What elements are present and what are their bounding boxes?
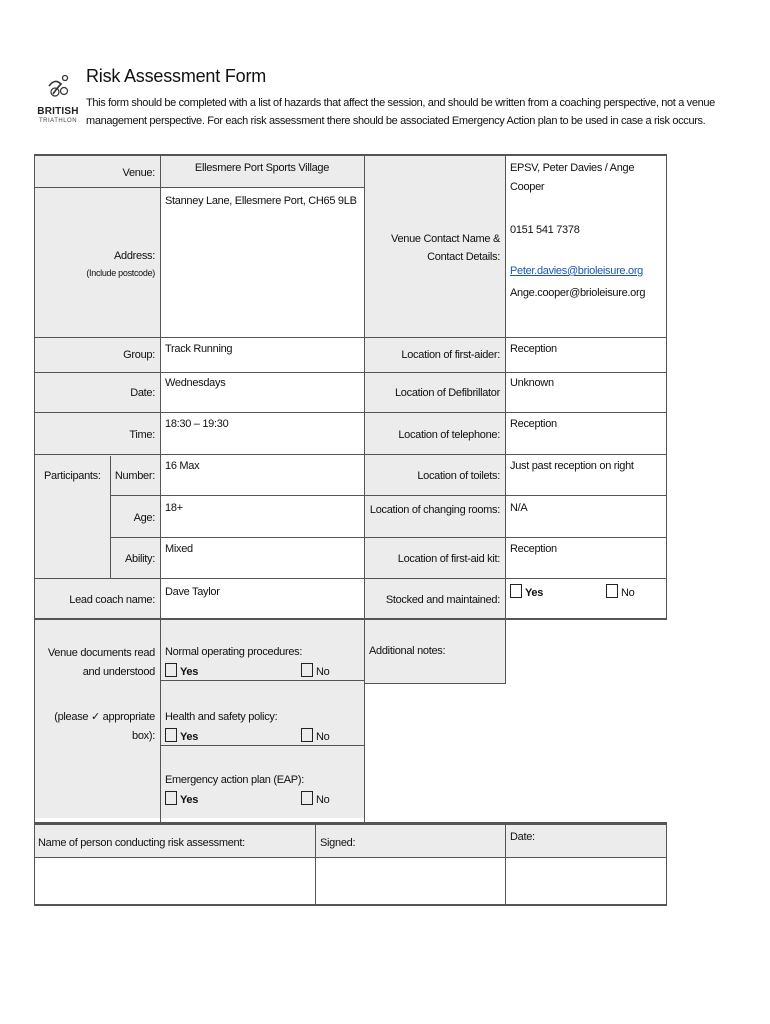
british-triathlon-logo [36,74,80,144]
eap-no-checkbox[interactable] [301,791,313,805]
signed-label: Signed: [320,837,356,849]
telephone-label: Location of telephone: [398,429,500,441]
hsp-yes-checkbox[interactable] [165,728,177,742]
venue-docs-line-2: and understood [82,666,155,678]
changing-rooms-label: Location of changing rooms: [369,504,500,516]
venue-label: Venue: [122,167,155,179]
hsp-no-option[interactable] [301,728,351,744]
nop-yes-checkbox[interactable] [165,663,177,677]
toilets-label: Location of toilets: [417,470,500,482]
sign-date-label: Date: [510,831,535,843]
intro-line-2: management perspective. For each risk assessment there should be associated Emergency Action plan to be used in case a risk occurs. [86,115,706,127]
address-label: Address: [113,250,155,262]
nop-no-option[interactable] [301,663,351,679]
venue-docs-label [34,644,155,682]
first-aid-kit-label: Location of first-aid kit: [397,553,500,565]
venue-docs-line-1: Venue documents read [47,647,155,659]
date-value[interactable]: Wednesdays [165,377,226,389]
lead-coach-label: Lead coach name: [69,594,155,606]
group-label: Group: [123,349,155,361]
eap-no-option[interactable] [301,791,351,807]
please-tick-line-1: (please ✓ appropriate [54,711,155,723]
hsp-no-label: No [316,731,330,743]
signature-field[interactable] [317,860,503,902]
nop-label: Normal operating procedures: [165,646,303,658]
eap-no-label: No [316,794,330,806]
stocked-label: Stocked and maintained: [385,594,500,606]
ability-value[interactable]: Mixed [165,543,193,555]
nop-no-checkbox[interactable] [301,663,313,677]
defibrillator-value[interactable]: Unknown [510,377,554,389]
nop-yes-option[interactable] [165,663,225,679]
venue-value[interactable]: Ellesmere Port Sports Village [194,162,330,174]
number-label: Number: [114,470,155,482]
participants-label: Participants: [44,470,101,482]
toilets-value[interactable]: Just past reception on right [510,460,634,472]
venue-contact-label: Venue Contact Name & Contact Details: [391,233,500,263]
first-aid-kit-value[interactable]: Reception [510,543,557,555]
address-hint: (Include postcode) [86,268,155,278]
number-value[interactable]: 16 Max [165,460,200,472]
risk-assessment-table [34,154,667,906]
eap-yes-checkbox[interactable] [165,791,177,805]
please-tick-line-2: box): [132,730,155,742]
stocked-no-option[interactable] [606,584,656,600]
nop-no-label: No [316,666,330,678]
hsp-yes-label: Yes [180,731,199,743]
additional-notes-label: Additional notes: [369,645,446,657]
contact-name[interactable]: EPSV, Peter Davies / Ange Cooper [510,162,635,193]
time-value[interactable]: 18:30 – 19:30 [165,418,229,430]
hsp-label: Health and safety policy: [165,711,278,723]
contact-phone[interactable]: 0151 541 7378 [510,224,580,236]
first-aider-label: Location of first-aider: [401,349,500,361]
time-label: Time: [129,429,155,441]
stocked-no-label: No [621,587,635,599]
contact-email-2[interactable]: Ange.cooper@brioleisure.org [510,287,646,299]
logo-sub-text: TRIATHLON [38,118,78,124]
stocked-yes-checkbox[interactable] [510,584,522,598]
lead-coach-value[interactable]: Dave Taylor [165,586,220,598]
stocked-yes-label: Yes [525,587,544,599]
age-label: Age: [133,512,155,524]
assessor-name-field[interactable] [36,860,314,902]
triathlete-icon [36,74,80,102]
stocked-no-checkbox[interactable] [606,584,618,598]
contact-email-1[interactable]: Peter.davies@brioleisure.org [510,265,644,277]
page-title: Risk Assessment Form [86,66,267,86]
hsp-no-checkbox[interactable] [301,728,313,742]
defibrillator-label: Location of Defibrillator [394,387,500,399]
eap-label: Emergency action plan (EAP): [165,774,304,786]
address-value[interactable]: Stanney Lane, Ellesmere Port, CH65 9LB [165,195,357,207]
age-value[interactable]: 18+ [165,502,183,514]
assessor-name-label: Name of person conducting risk assessment: [38,837,245,849]
eap-yes-label: Yes [180,794,199,806]
nop-yes-label: Yes [180,666,199,678]
group-value[interactable]: Track Running [165,343,233,355]
date-label: Date: [130,387,155,399]
stocked-yes-option[interactable] [510,584,570,600]
please-tick-label [34,708,155,746]
ability-label: Ability: [125,553,155,565]
logo-brand-text: BRITISH [37,106,79,117]
first-aider-value[interactable]: Reception [510,343,557,355]
telephone-value[interactable]: Reception [510,418,557,430]
intro-line-1: This form should be completed with a list of hazards that affect the session, and should be written from a coaching perspective, not a venue [86,97,715,109]
sign-date-field[interactable] [507,860,664,902]
hsp-yes-option[interactable] [165,728,225,744]
changing-rooms-value[interactable]: N/A [510,502,528,514]
intro-text [86,94,746,130]
eap-yes-option[interactable] [165,791,225,807]
